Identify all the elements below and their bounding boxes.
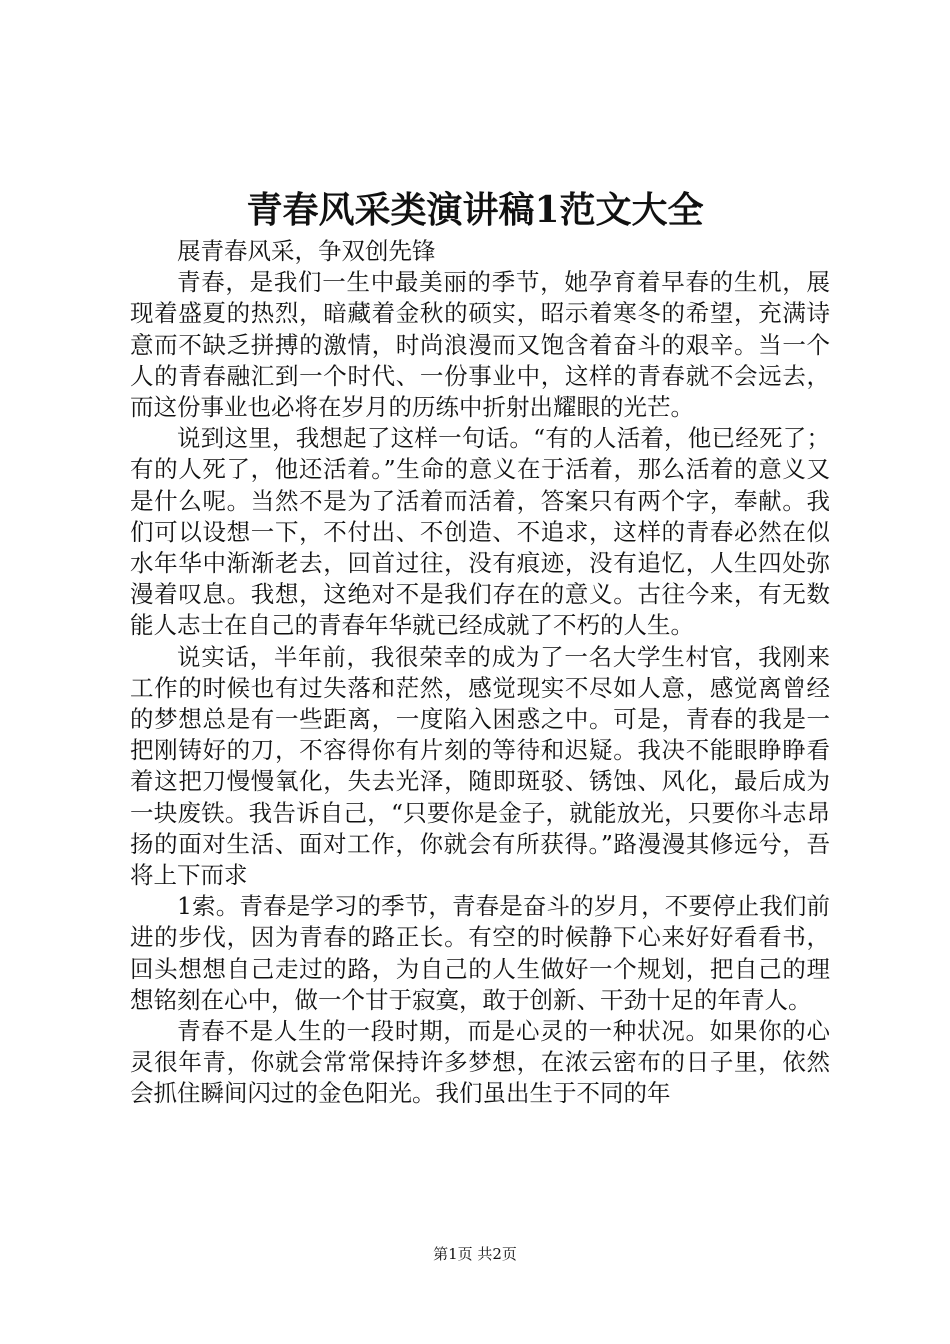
page-footer: 第1页 共2页 [433,1245,517,1263]
paragraph-3: 说实话，半年前，我很荣幸的成为了一名大学生村官，我刚来工作的时候也有过失落和茫然，感觉现实不尽如人意，感觉离曾经的梦想总是有一些距离，一度陷入困惑之中。可是，青春的我是一把刚铸好的刀，不容得你有片刻的等待和迟疑。我决不能眼睁睁看着这把刀慢慢氧化，失去光泽，随即斑驳、锈蚀、风化，最后成为一块废铁。我告诉自己，“只要你是金子，就能放光，只要你斗志昂扬的面对生活、面对工作，你就会有所获得。”路漫漫其修远兮，吾将上下而求 [130,642,830,890]
paragraph-5: 青春不是人生的一段时期，而是心灵的一种状况。如果你的心灵很年青，你就会常常保持许多梦想，在浓云密布的日子里，依然会抓住瞬间闪过的金色阳光。我们虽出生于不同的年 [130,1017,830,1108]
paragraph-2: 说到这里，我想起了这样一句话。“有的人活着，他已经死了；有的人死了，他还活着。”生命的意义在于活着，那么活着的意义又是什么呢。当然不是为了活着而活着，答案只有两个字，奉献。我们可以设想一下，不付出、不创造、不追求，这样的青春必然在似水年华中渐渐老去，回首过往，没有痕迹，没有追忆，人生四处弥漫着叹息。我想，这绝对不是我们存在的意义。古往今来，有无数能人志士在自己的青春年华就已经成就了不朽的人生。 [130,424,830,640]
document-body [130,236,830,1110]
document-title: 青春风采类演讲稿1范文大全 [246,189,704,231]
paragraph-subtitle: 展青春风采，争双创先锋 [177,237,436,265]
paragraph-4: 1索。青春是学习的季节，青春是奋斗的岁月，不要停止我们前进的步伐，因为青春的路正长。有空的时候静下心来好好看看书，回头想想自己走过的路，为自己的人生做好一个规划，把自己的理想铭刻在心中，做一个甘于寂寞，敢于创新、干劲十足的年青人。 [130,892,830,1014]
paragraph-1: 青春，是我们一生中最美丽的季节，她孕育着早春的生机，展现着盛夏的热烈，暗藏着金秋的硕实，昭示着寒冬的希望，充满诗意而不缺乏拼搏的激情，时尚浪漫而又饱含着奋斗的艰辛。当一个人的青春融汇到一个时代、一份事业中，这样的青春就不会远去，而这份事业也必将在岁月的历练中折射出耀眼的光芒。 [130,268,830,422]
